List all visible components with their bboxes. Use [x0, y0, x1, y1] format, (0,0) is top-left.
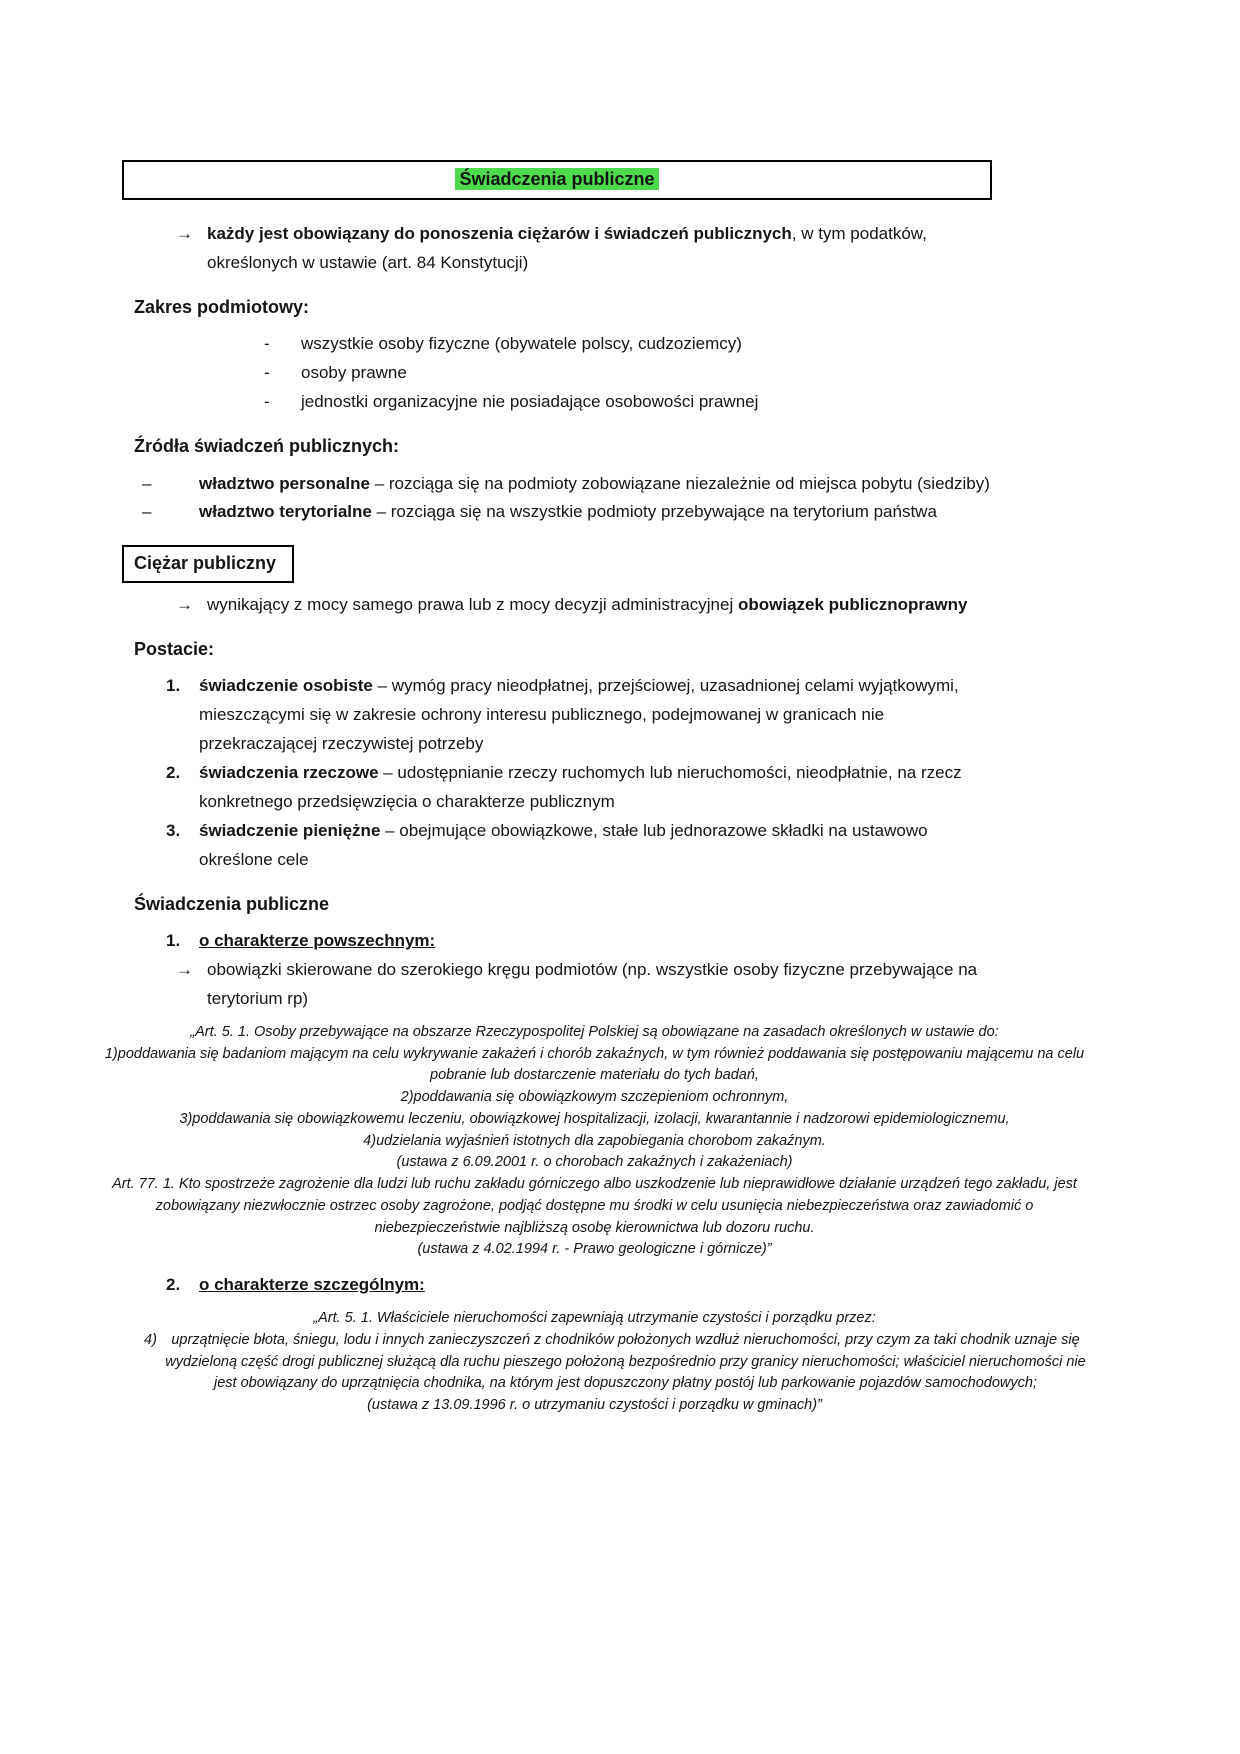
powszechny-point [176, 956, 992, 1014]
list-item [142, 470, 992, 499]
list-item-term: władztwo personalne [199, 473, 370, 493]
item-number: 2. [166, 763, 181, 783]
page-title: Świadczenia publiczne [455, 168, 658, 190]
arrow-icon: → [176, 594, 193, 614]
ciezar-text [207, 591, 992, 620]
ciezar-point [176, 591, 992, 620]
item-definition: – udostępnianie rzeczy ruchomych lub nieruchomości, nieodpłatnie, na rzecz konkretnego przedsięwzięcia o charakterze publicznym [199, 763, 962, 811]
list-item-definition: – rozciąga się na wszystkie podmioty przebywające na terytorium państwa [371, 502, 937, 522]
quote-source: (ustawa z 13.09.1996 r. o utrzymaniu czystości i porządku w gminach)” [367, 1397, 822, 1414]
title-box [122, 160, 992, 200]
item-number: 1. [166, 676, 181, 696]
list-item-text: osoby prawne [301, 363, 407, 383]
postacie-list [166, 672, 992, 874]
zakres-list [264, 330, 992, 417]
list-item [264, 359, 992, 388]
quote-line: Art. 77. 1. Kto spostrzeże zagrożenie dla ludzi lub ruchu zakładu górniczego albo uszkodzenie lub nieprawidłowe działanie urządzeń tego zakładu, jest zobowiązany niezwłocznie ostrzec osoby zagrożone, podjąć dostępne mu środki w celu usunięcia niebezpieczeństwa oraz zawiadomić o niebezpieczeństwie najbliższą osobę kierownictwa lub dozoru ruchu. [112, 1176, 1077, 1236]
zrodla-list [142, 470, 992, 528]
item-label-underlined: o charakterze powszechnym: [199, 931, 436, 951]
ciezar-text-plain: wynikający z mocy samego prawa lub z mocy decyzji administracyjnej [207, 594, 738, 614]
intro-point [176, 220, 992, 278]
quote-line: „Art. 5. 1. Właściciele nieruchomości zapewniają utrzymanie czystości i porządku przez: [313, 1310, 876, 1327]
powszechny-text: obowiązki skierowane do szerokiego kręgu podmiotów (np. wszystkie osoby fizyczne przebywające na terytorium rp) [207, 960, 978, 1008]
quote-block-2 [102, 1308, 1087, 1417]
item-text [199, 927, 992, 956]
list-item-text [199, 470, 992, 499]
dash-bullet: - [264, 392, 270, 412]
list-item [264, 330, 992, 359]
ciezar-box [122, 545, 294, 583]
section-heading-swiadczenia: Świadczenia publiczne [134, 893, 330, 914]
item-definition: – wymóg pracy nieodpłatnej, przejściowej, uzasadnionej celami wyjątkowymi, mieszczącymi się w zakresie ochrony interesu publicznego, podejmowanej w granicach nie przekraczającej rzeczywistej potrzeby [199, 676, 959, 754]
arrow-icon: → [176, 223, 193, 243]
numbered-item [166, 817, 992, 875]
list-item-definition: – rozciąga się na podmioty zobowiązane niezależnie od miejsca pobytu (siedziby) [369, 473, 990, 493]
quote-item-text: uprzątnięcie błota, śniegu, lodu i innych zanieczyszczeń z chodników położonych wzdłuż nieruchomości, przy czym za taki chodnik uznaje się wydzieloną część drogi publicznej służącą dla ruchu pieszego położoną bezpośrednio przy granicy nieruchomości; właściciel nieruchomości nie jest obowiązany do uprzątnięcia chodnika, na którym jest dopuszczony płatny postój lub parkowanie pojazdów samochodowych; [165, 1331, 1086, 1392]
intro-text-bold: każdy jest obowiązany do ponoszenia ciężarów i świadczeń publicznych [207, 223, 792, 243]
item-text [199, 1271, 992, 1300]
dash-bullet: - [264, 363, 270, 383]
list-item-term: władztwo terytorialne [199, 502, 372, 522]
quote-item-number: 4) [144, 1331, 157, 1348]
quote-line: 4)udzielania wyjaśnień istotnych dla zapobiegania chorobom zakaźnym. [363, 1132, 826, 1149]
section-heading-postacie: Postacie: [134, 638, 215, 659]
item-definition: – obejmujące obowiązkowe, stałe lub jednorazowe składki na ustawowo określone cele [199, 820, 928, 869]
section-heading-zakres: Zakres podmiotowy: [134, 296, 310, 317]
quote-line: 3)poddawania się obowiązkowemu leczeniu, obowiązkowej hospitalizacji, izolacji, kwarantannie i nadzorowi epidemiologicznemu, [179, 1110, 1010, 1127]
numbered-item [166, 1271, 992, 1300]
arrow-icon: → [176, 960, 193, 980]
item-term: świadczenie pieniężne [199, 820, 381, 840]
ciezar-section [122, 533, 992, 591]
list-item [142, 498, 992, 527]
quote-line: 1)poddawania się badaniom mającym na celu wykrywanie zakażeń i chorób zakaźnych, w tym również poddawania się postępowaniu mającemu na celu pobranie lub dostarczenie materiału do tych badań, [104, 1045, 1085, 1084]
ciezar-box-label: Ciężar publiczny [134, 553, 277, 574]
item-text [199, 672, 992, 759]
intro-text-rest: , w tym podatków, określonych w ustawie (art. 84 Konstytucji) [207, 223, 927, 272]
item-label-underlined: o charakterze szczególnym: [199, 1275, 425, 1295]
item-text [199, 759, 992, 817]
numbered-item [166, 672, 992, 759]
intro-text [207, 220, 992, 278]
numbered-item [166, 927, 992, 956]
item-number: 2. [166, 1275, 181, 1295]
dash-bullet: - [264, 334, 270, 354]
quote-source: (ustawa z 6.09.2001 r. o chorobach zakaźnych i zakażeniach) [396, 1154, 793, 1171]
list-item-text: wszystkie osoby fizyczne (obywatele polscy, cudzoziemcy) [301, 334, 742, 354]
ciezar-text-bold: obowiązek publicznoprawny [737, 594, 968, 614]
dash-bullet: – [142, 502, 152, 522]
list-item-text [199, 498, 992, 527]
quote-line: „Art. 5. 1. Osoby przebywające na obszarze Rzeczypospolitej Polskiej są obowiązane na zasadach określonych w ustawie do: [190, 1023, 999, 1040]
numbered-item [166, 759, 992, 817]
dash-bullet: – [142, 473, 152, 493]
item-number: 3. [166, 820, 181, 840]
quote-source: (ustawa z 4.02.1994 r. - Prawo geologiczne i górnicze)” [417, 1241, 772, 1258]
section-heading-zrodla: Źródła świadczeń publicznych: [134, 435, 400, 456]
item-number: 1. [166, 931, 181, 951]
list-item [264, 388, 992, 417]
list-item-text: jednostki organizacyjne nie posiadające osobowości prawnej [301, 392, 759, 412]
item-term: świadczenie osobiste [199, 676, 373, 696]
item-text [199, 817, 992, 875]
quote-line: 2)poddawania się obowiązkowym szczepieniom ochronnym, [400, 1089, 789, 1106]
item-term: świadczenia rzeczowe [199, 763, 379, 783]
quote-block-1 [102, 1022, 1087, 1261]
quote-numbered-item [102, 1330, 1087, 1395]
